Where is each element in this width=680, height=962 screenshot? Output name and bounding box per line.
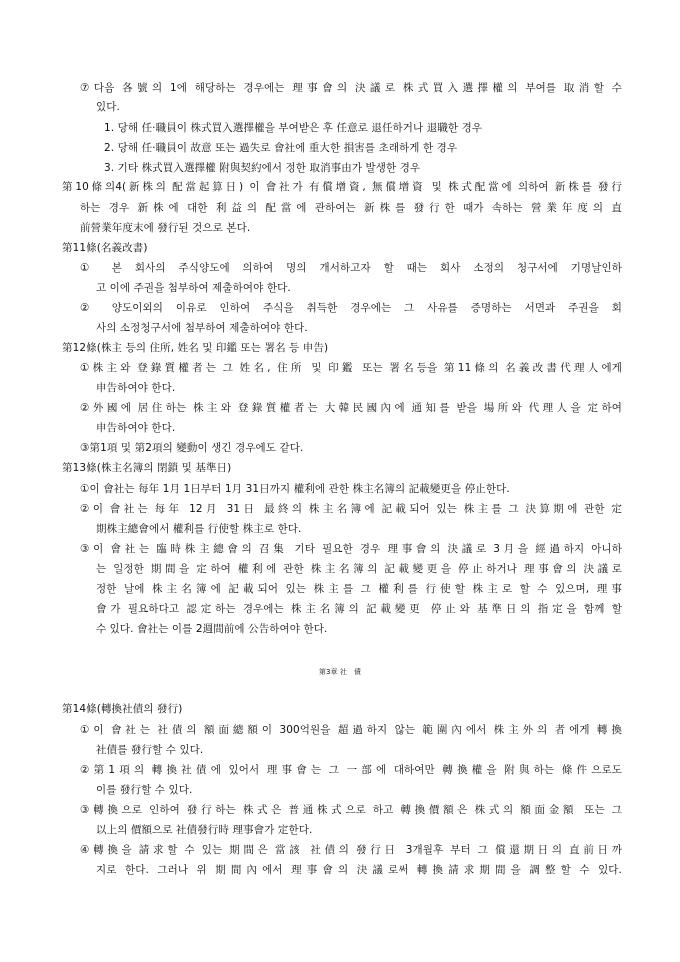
- art7-sub1: 1. 당해 任·職員이 株式買入選擇權을 부여받은 후 任意로 退任하거나 退職한 경우: [104, 122, 483, 134]
- art12-item2-line1: ②外國에 居住하는 株主와 登錄質權者는 大韓民國內에 通知를 받을 場所와 代理人을 定하여: [80, 402, 622, 414]
- art13-item2-line2: 期株主總會에서 權利를 行使할 株主로 한다.: [96, 523, 302, 535]
- art14-item2-line2: 이를 發行할 수 있다.: [96, 784, 193, 796]
- art13-title: 第13條(株主名簿의 閉鎖 및 基準日): [62, 462, 232, 474]
- art14-item1-line2: 社債를 發行할 수 있다.: [96, 744, 204, 756]
- chapter3-heading: 第3章 社 債: [318, 668, 362, 676]
- art11-item1-line1: ① 본 회사의 주식양도에 의하여 명의 개서하고자 할 때는 회사 소정의 청구서에 기명날인하: [80, 262, 622, 274]
- art11-item1-line2: 고 이에 주권을 첨부하여 제출하여야 한다.: [96, 282, 291, 294]
- art14-item4-line1: ④轉換을 請求할 수 있는 期間은 當該 社債의 發行日 3개월후 부터 그 償還期日의 直前日까: [80, 844, 622, 856]
- art10-4-line2: 하는 경우 新株에 대한 利益의 配當에 관하여는 新株를 發行한 때가 속하는 營業年度의 直: [80, 202, 622, 214]
- art14-item3-line1: ③轉換으로 인하여 發行하는 株式은 普通株式으로 하고 轉換價額은 株式의 額面金額 또는 그: [80, 804, 622, 816]
- art14-item3-line2: 以上의 價額으로 社債發行時 理事會가 定한다.: [96, 824, 313, 836]
- art14-item4-line2: 지로 한다. 그러나 위 期間內에서 理事會의 決議로써 轉換請求期間을 調整할 수 있다.: [96, 864, 622, 876]
- art12-item3: ③第1項 및 第2項의 變動이 생긴 경우에도 같다.: [80, 442, 304, 454]
- art7-item7-line1: ⑦다음 各號의 1에 해당하는 경우에는 理事會의 決議로 株式買入選擇權의 부여를 取消할 수: [80, 82, 622, 94]
- art13-item3-line1: ③이 會社는 臨時株主總會의 召集 기타 필요한 경우 理事會의 決議로 3月을 經過하지 아니하: [80, 543, 622, 555]
- art13-item3-line5: 수 있다. 會社는 이를 2週間前에 公告하여야 한다.: [96, 623, 328, 635]
- art13-item3-line4: 會가 필요하다고 認定하는 경우에는 株主名簿의 記載變更 停止와 基準日의 指定을 함께 할: [96, 603, 622, 615]
- art13-item3-line3: 정한 날에 株主名簿에 記載되어 있는 株主를 그 權利를 行使할 株主로 할 수 있으며, 理事: [96, 583, 622, 595]
- art14-title: 第14條(轉換社債의 發行): [62, 703, 183, 715]
- art13-item1: ①이 會社는 每年 1月 1日부터 1月 31日까지 權利에 관한 株主名簿의 記載變更을 停止한다.: [80, 483, 510, 495]
- art14-item1-line1: ①이 會社는 社債의 額面總額이 300억원을 超過하지 않는 範圍內에서 株主外의 者에게 轉換: [80, 724, 622, 736]
- art12-item2-line2: 申告하여야 한다.: [96, 422, 176, 434]
- art7-sub3: 3. 기타 株式買入選擇權 附與契約에서 정한 取消事由가 발생한 경우: [104, 162, 421, 174]
- art10-4-line1: 第10條의4(新株의 配當起算日) 이 會社가 有償增資, 無償增資 및 株式配當에 의하여 新株를 發行: [62, 181, 622, 193]
- art11-item2-line2: 사의 소정청구서에 첨부하여 제출하여야 한다.: [96, 322, 308, 334]
- art12-item1-line1: ①株主와 登錄質權者는 그 姓名, 住所 및 印鑑 또는 署名등을 第11條의 名義改書代理人에게: [80, 362, 622, 374]
- art14-item2-line1: ②第1項의 轉換社債에 있어서 理事會는 그 一部에 대하여만 轉換權을 附與하는 條件으로도: [80, 764, 622, 776]
- art10-4-line3: 前營業年度末에 發行된 것으로 본다.: [80, 222, 251, 234]
- art7-sub2: 2. 당해 任·職員이 故意 또는 過失로 會社에 重大한 損害를 초래하게 한 경우: [104, 142, 458, 154]
- art13-item2-line1: ②이 會社는 每年 12月 31日 最終의 株主名簿에 記載되어 있는 株主를 그 決算期에 관한 定: [80, 503, 622, 515]
- art11-item2-line1: ② 양도이외의 이유로 인하여 주식을 취득한 경우에는 그 사유를 증명하는 서면과 주권을 회: [80, 302, 622, 314]
- art12-item1-line2: 申告하여야 한다.: [96, 382, 176, 394]
- art12-title: 第12條(株主 등의 住所, 姓名 및 印鑑 또는 署名 등 申告): [62, 342, 329, 354]
- art11-title: 第11條(名義改書): [62, 242, 148, 254]
- art7-item7-line2: 있다.: [96, 101, 120, 113]
- art13-item3-line2: 는 일정한 期間을 定하여 權利에 관한 株主名簿의 記載變更을 停止하거나 理事會의 決議로: [96, 563, 622, 575]
